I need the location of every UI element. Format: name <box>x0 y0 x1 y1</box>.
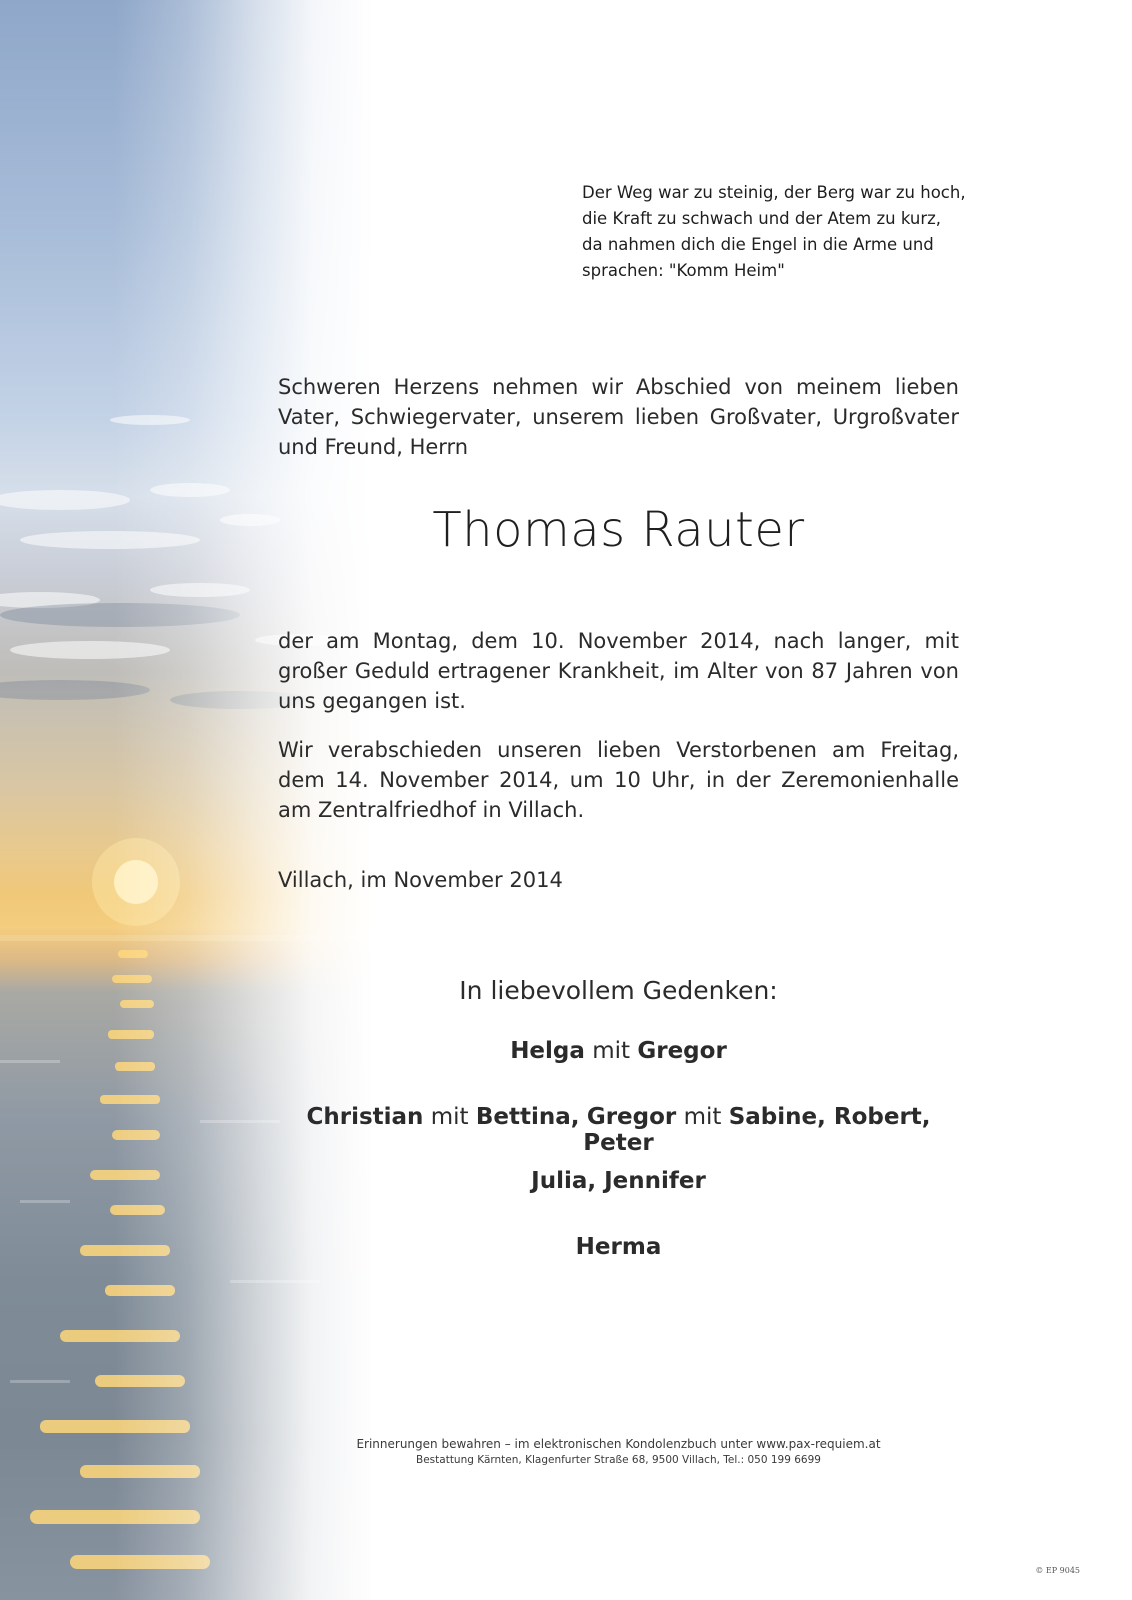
death-notice: der am Montag, dem 10. November 2014, nach langer, mit großer Geduld ertragener Krankheit, im Alter von 87 Jahren von uns gegangen ist. <box>278 629 959 713</box>
footer-condolence-line: Erinnerungen bewahren – im elektronischen Kondolenzbuch unter www.pax-requiem.at <box>356 1437 881 1451</box>
family-line-2 <box>278 1104 959 1156</box>
family-name: Helga <box>510 1038 585 1064</box>
family-connector: mit <box>430 1104 469 1130</box>
funeral-notice: Wir verabschieden unseren lieben Verstorbenen am Freitag, dem 14. November 2014, um 10 Uhr, in der Zeremonienhalle am Zentralfriedhof in Villach. <box>278 738 959 822</box>
family-name: Sabine, Robert, Peter <box>583 1104 931 1156</box>
sun-reflection <box>30 950 210 1569</box>
family-line-3 <box>278 1168 959 1194</box>
verse-line: die Kraft zu schwach und der Atem zu kurz, <box>582 209 942 228</box>
deceased-name: Thomas Rauter <box>432 502 805 558</box>
intro-paragraph: Schweren Herzens nehmen wir Abschied von meinem lieben Vater, Schwiegervater, unserem lieben Großvater, Urgroßvater und Freund, Herrn <box>278 375 959 459</box>
family-name: Christian <box>306 1104 424 1130</box>
verse-line: sprachen: "Komm Heim" <box>582 261 785 280</box>
verse-line: da nahmen dich die Engel in die Arme und <box>582 235 934 254</box>
gedenken-heading: In liebevollem Gedenken: <box>459 976 778 1005</box>
family-name: Gregor <box>586 1104 677 1130</box>
memorial-verse <box>582 180 1002 284</box>
family-line-1 <box>278 1038 959 1064</box>
family-connector: mit <box>683 1104 722 1130</box>
family-line-4 <box>278 1234 959 1260</box>
print-code: © EP 9045 <box>1035 1566 1080 1575</box>
place-date: Villach, im November 2014 <box>278 868 563 892</box>
footer-address-line: Bestattung Kärnten, Klagenfurter Straße 68, 9500 Villach, Tel.: 050 199 6699 <box>416 1454 821 1466</box>
family-name: Gregor <box>637 1038 727 1064</box>
verse-line: Der Weg war zu steinig, der Berg war zu hoch, <box>582 183 966 202</box>
family-name: Bettina, <box>475 1104 580 1130</box>
family-name: Julia, Jennifer <box>531 1168 706 1194</box>
family-name: Herma <box>575 1234 662 1260</box>
family-connector: mit <box>592 1038 631 1064</box>
